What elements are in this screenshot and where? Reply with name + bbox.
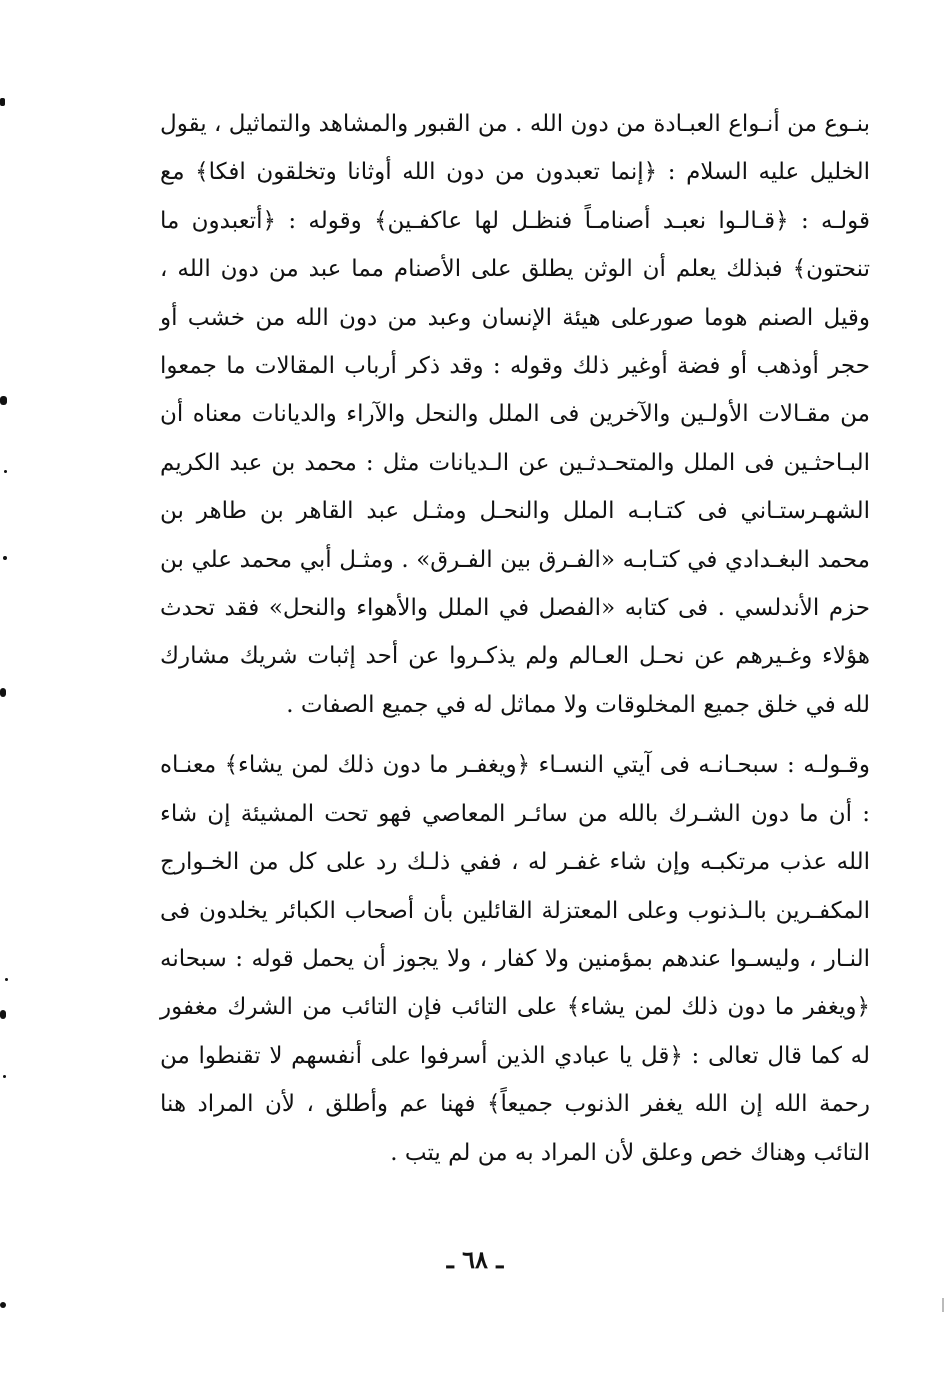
page-number: ـ ٦٨ ـ — [446, 1245, 504, 1274]
paragraph-gap — [160, 729, 870, 741]
paragraph-1: بنـوع من أنـواع العبـادة من دون الله . من القبور والمشاهد والتماثيل ، يقول الخليل عليه السلام : ﴿إنما تعبدون من دون الله أوثانا وتخلقون افكا﴾ مع قولـه : ﴿قـالـوا نعبـد أصنامـاً فنظـل لها عاكفـين﴾ وقوله : ﴿أتعبدون ما تنحتون﴾ فبذلك يعلم أن الوثن يطلق على الأصنام مما عبد من دون الله ، وقيل الصنم هوما صورعلى هيئة الإنسان وعبد من دون الله من خشب أو حجر أوذهب أو فضة أوغير ذلك وقوله : وقد ذكر أرباب المقالات ما جمعوا من مقـالات الأولـين والآخرين فى الملل والنحل والآراء والديانات معناه أن البـاحثـين فى الملل والمتحـدثـين عن الـديانات مثل : محمد بن عبد الكريم الشهـرستـاني فى كتـابـه الملل والنحـل ومثـل عبد القاهر بن طاهر بن محمد البغـدادي في كتـابـه «الفـرق بين الفـرق» . ومثـل أبي محمد علي بن حزم الأندلسي . فى كتابه «الفصل في الملل والأهواء والنحل» فقد تحدث هؤلاء وغـيرهم عن نحـل العـالم ولم يذكـروا عن أحد إثبات شريك مشارك لله في خلق جميع المخلوقات ولا مماثل له في جميع الصفات . — [160, 111, 870, 718]
scan-mark — [0, 396, 7, 405]
body-text — [160, 100, 870, 1177]
scan-mark — [0, 688, 6, 697]
scan-mark — [3, 556, 7, 560]
scan-mark — [0, 98, 5, 106]
scan-mark — [5, 978, 8, 981]
scan-mark — [3, 1075, 6, 1078]
paragraph-2: وقـولـه : سبحـانـه فى آيتي النسـاء ﴿ويغفـر ما دون ذلك لمن يشاء﴾ معنـاه : أن ما دون الشـرك بالله من سائـر المعاصي فهو تحت المشيئة إن شاء الله عذب مرتكبـه وإن شاء غفـر له ، ففي ذلـك رد على كل من الخـوارج المكفـرين بالـذنوب وعلى المعتزلة القائلين بأن أصحاب الكبائر يخلدون فى النـار ، وليسـوا عندهم بمؤمنين ولا كفار ، ولا يجوز أن يحمل قوله : سبحانه ﴿ويغفر ما دون ذلك لمن يشاء﴾ على التائب فإن التائب من الشرك مغفور له كما قال تعالى : ﴿قل يا عبادي الذين أسرفوا على أنفسهم لا تقنطوا من رحمة الله إن الله يغفر الذنوب جميعاً﴾ فهنا عم وأطلق ، لأن المراد هنا التائب وهناك خص وعلق لأن المراد به من لم يتب . — [160, 752, 870, 1166]
scan-mark — [4, 470, 7, 473]
scan-mark — [0, 1010, 6, 1019]
scan-mark — [0, 1302, 6, 1308]
scan-mark — [942, 1298, 944, 1312]
